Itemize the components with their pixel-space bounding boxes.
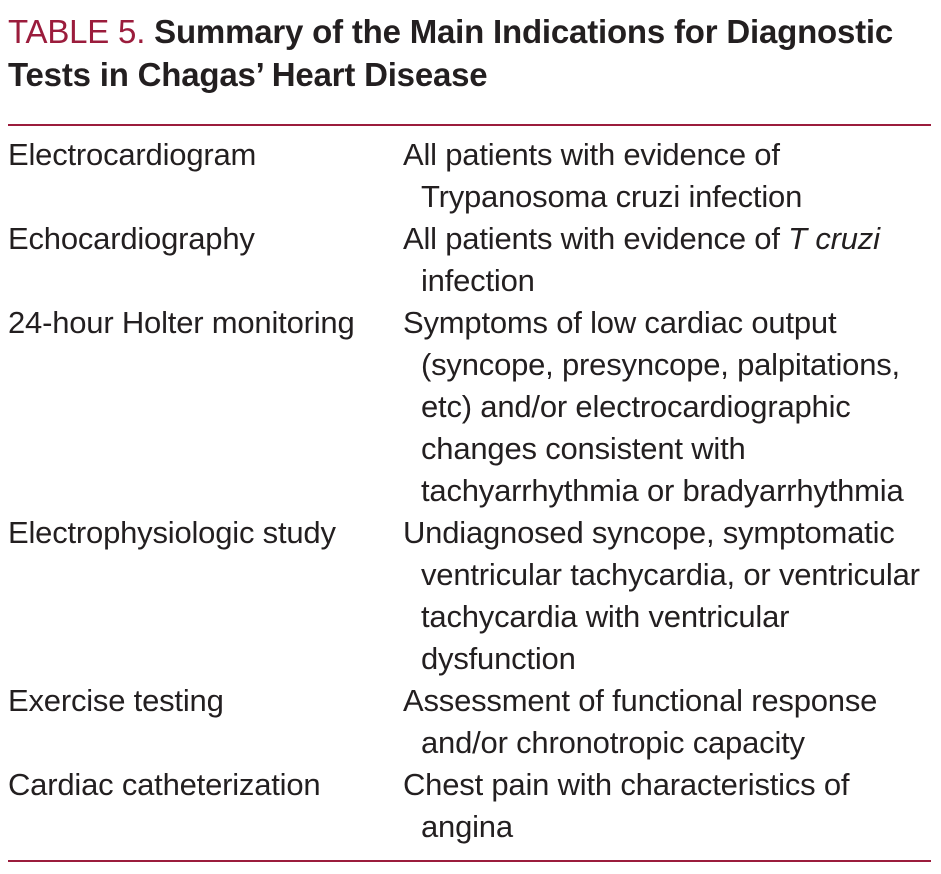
test-indication: Assessment of functional response and/or chronotropic capacity [403, 683, 878, 760]
test-indication: Undiagnosed syncope, symptomatic ventricular tachycardia, or ventricular tachycardia with ventricular dysfunction [403, 515, 920, 676]
test-indication: Chest pain with characteristics of angina [403, 767, 850, 844]
test-name: Cardiac catheterization [8, 767, 321, 802]
indications-table [8, 134, 931, 848]
table-row [8, 764, 931, 848]
table-row [8, 680, 931, 764]
table-row [8, 302, 931, 512]
test-indication: All patients with evidence of Trypanosoma cruzi infection [403, 137, 803, 214]
top-rule [8, 124, 931, 126]
table-caption [8, 10, 931, 96]
table-row [8, 512, 931, 680]
indication-text: infection [421, 263, 535, 298]
table-row [8, 218, 931, 302]
test-indication: Symptoms of low cardiac output (syncope, presyncope, palpitations, etc) and/or electrocardiographic changes consistent with tachyarrhythmia or bradyarrhythmia [403, 305, 904, 508]
table-label: TABLE 5. [8, 13, 146, 50]
indication-text: All patients with evidence of [403, 221, 789, 256]
test-name: Echocardiography [8, 221, 255, 256]
test-name: Electrocardiogram [8, 137, 257, 172]
table-5 [8, 10, 931, 862]
table-title: Summary of the Main Indications for Diagnostic Tests in Chagas’ Heart Disease [8, 13, 894, 93]
test-indication [403, 218, 931, 302]
test-name: Electrophysiologic study [8, 515, 336, 550]
test-name: Exercise testing [8, 683, 224, 718]
bottom-rule [8, 860, 931, 862]
indication-italic-text: T cruzi [788, 221, 880, 256]
table-row [8, 134, 931, 218]
test-name: 24-hour Holter monitoring [8, 305, 355, 340]
